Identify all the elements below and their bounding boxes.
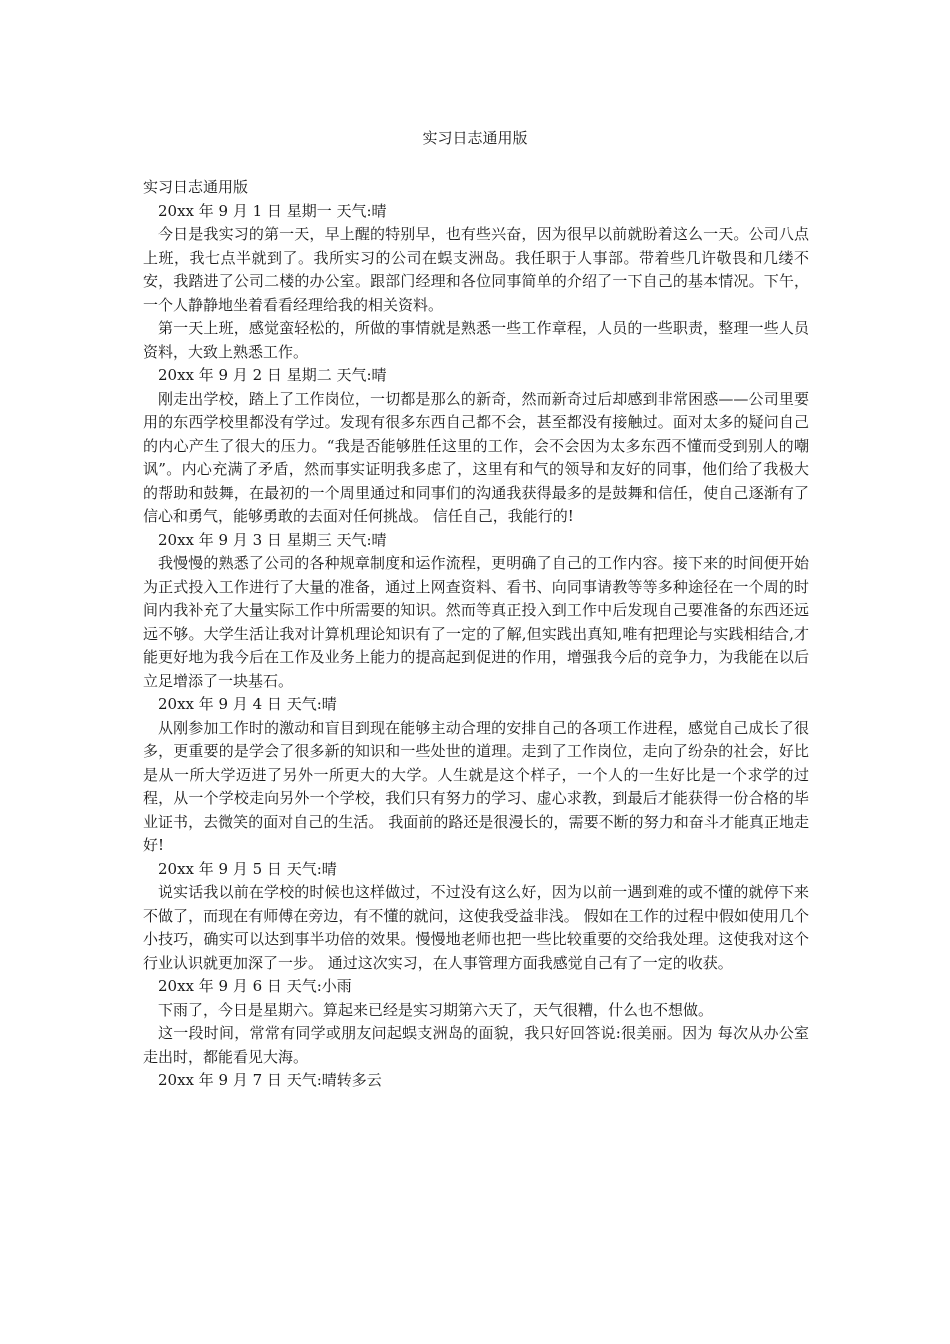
entry-date-line: 20xx 年 9 月 3 日 星期三 天气:晴 xyxy=(158,530,387,549)
entry-paragraph: 刚走出学校，踏上了工作岗位，一切都是那么的新奇，然而新奇过后却感到非常困惑——公司里要用的东西学校里都没有学过。发现有很多东西自己都不会，甚至都没有接触过。面对太多的疑问自己的内心产生了很大的压力。“我是否能够胜任这里的工作，会不会因为太多东西不懂而受到别人的嘲讽”。内心充满了矛盾，然而事实证明我多虑了，这里有和气的领导和友好的同事，他们给了我极大的帮助和鼓舞，在最初的一个周里通过和同事们的沟通我获得最多的是鼓舞和信任，使自己逐渐有了信心和勇气，能够勇敢的去面对任何挑战。 信任自己，我能行的! xyxy=(143,389,809,525)
entry-date-line: 20xx 年 9 月 4 日 天气:晴 xyxy=(158,695,337,713)
paragraph-heading: 实习日志通用版 xyxy=(143,178,249,196)
entry-date-line: 20xx 年 9 月 1 日 星期一 天气:晴 xyxy=(158,201,387,220)
entry-paragraph: 从刚参加工作时的激动和盲目到现在能够主动合理的安排自己的各项工作进程，感觉自己成长了很多，更重要的是学会了很多新的知识和一些处世的道理。走到了工作岗位，走向了纷杂的社会，好比是从一所大学迈进了另外一所更大的大学。人生就是这个样子，一个人的一生好比是一个求学的过程，从一个学校走向另外一个学校，我们只有努力的学习、虚心求教，到最后才能获得一份合格的毕业证书，去微笑的面对自己的生活。 我面前的路还是很漫长的，需要不断的努力和奋斗才能真正地走好! xyxy=(143,718,809,854)
entry-date-line: 20xx 年 9 月 6 日 天气:小雨 xyxy=(158,977,352,995)
entry-date-line: 20xx 年 9 月 5 日 天气:晴 xyxy=(158,859,337,878)
entry-paragraph: 第一天上班，感觉蛮轻松的，所做的事情就是熟悉一些工作章程，人员的一些职责，整理一些人员资料，大致上熟悉工作。 xyxy=(143,319,809,361)
document-title: 实习日志通用版 xyxy=(422,129,528,147)
entry-date-line: 20xx 年 9 月 7 日 天气:晴转多云 xyxy=(158,1071,382,1089)
entry-paragraph: 今日是我实习的第一天，早上醒的特别早，也有些兴奋，因为很早以前就盼着这么一天。公司八点上班，我七点半就到了。我所实习的公司在蜈支洲岛。我任职于人事部。带着些几许敬畏和几缕不安，我踏进了公司二楼的办公室。跟部门经理和各位同事简单的介绍了一下自己的基本情况。下午，一个人静静地坐着看看经理给我的相关资料。 xyxy=(143,225,809,314)
entry-paragraph: 说实话我以前在学校的时候也这样做过，不过没有这么好，因为以前一遇到难的或不懂的就停下来不做了，而现在有师傅在旁边，有不懂的就问，这使我受益非浅。 假如在工作的过程中假如使用几个小技巧，确实可以达到事半功倍的效果。慢慢地老师也把一些比较重要的交给我处理。这使我对这个行业认识就更加深了一步。 通过这次实习，在人事管理方面我感觉自己有了一定的收获。 xyxy=(143,883,809,972)
entry-paragraph: 我慢慢的熟悉了公司的各种规章制度和运作流程，更明确了自己的工作内容。接下来的时间便开始为正式投入工作进行了大量的准备，通过上网查资料、看书、向同事请教等等多种途径在一个周的时间内我补充了大量实际工作中所需要的知识。然而等真正投入到工作中后发现自己要准备的东西还远远不够。大学生活让我对计算机理论知识有了一定的了解,但实践出真知,唯有把理论与实践相结合,才能更好地为我今后在工作及业务上能力的提高起到促进的作用，增强我今后的竞争力，为我能在以后立足增添了一块基石。 xyxy=(143,554,809,690)
entry-paragraph: 下雨了，今日是星期六。算起来已经是实习期第六天了，天气很糟，什么也不想做。 xyxy=(158,1000,714,1019)
entry-paragraph: 这一段时间，常常有同学或朋友问起蜈支洲岛的面貌，我只好回答说:很美丽。因为 每次从办公室走出时，都能看见大海。 xyxy=(143,1024,809,1066)
entry-date-line: 20xx 年 9 月 2 日 星期二 天气:晴 xyxy=(158,366,387,384)
document-body xyxy=(143,176,809,1093)
